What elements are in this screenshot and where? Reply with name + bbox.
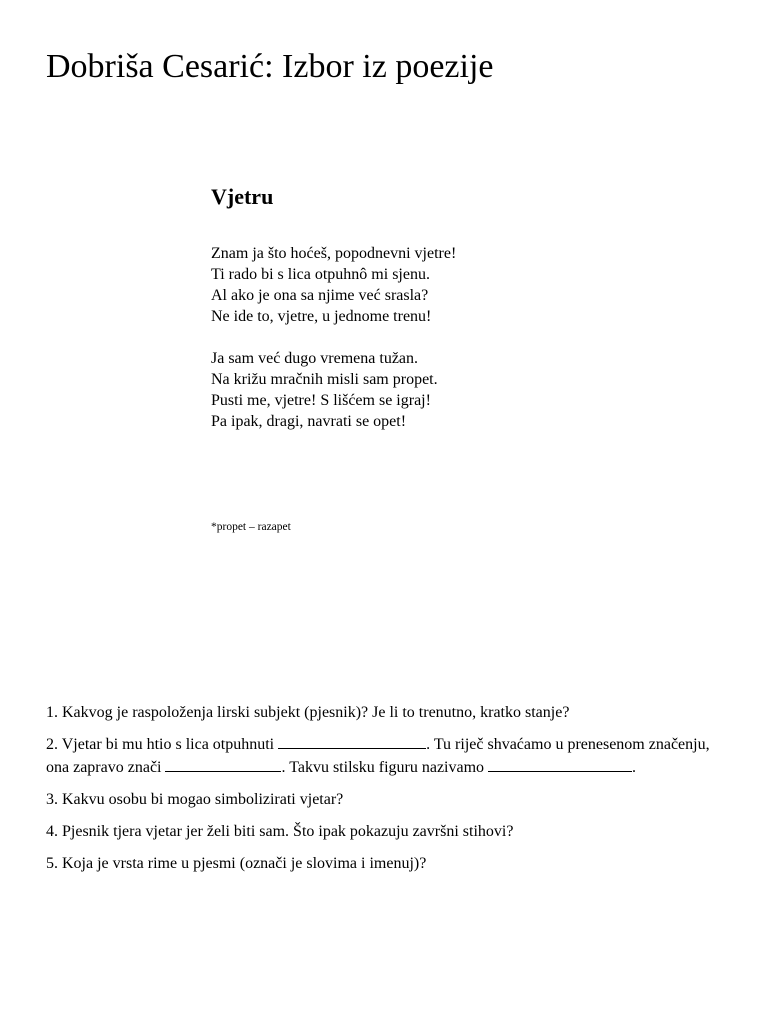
question-2-text: . xyxy=(632,759,637,776)
verse-line: Znam ja što hoćeš, popodnevni vjetre! xyxy=(211,245,457,262)
question-4: 4. Pjesnik tjera vjetar jer želi biti sam. Što ipak pokazuju završni stihovi? xyxy=(46,823,514,840)
document-title: Dobriša Cesarić: Izbor iz poezije xyxy=(46,48,494,85)
question-2-text: . Tu riječ shvaćamo u prenesenom značenju, ona zapravo znači xyxy=(46,736,710,776)
verse-line: Pusti me, vjetre! S lišćem se igraj! xyxy=(211,392,431,409)
question-1: 1. Kakvog je raspoloženja lirski subjekt (pjesnik)? Je li to trenutno, kratko stanje? xyxy=(46,704,570,721)
verse-line: Na križu mračnih misli sam propet. xyxy=(211,371,438,388)
footnote: *propet – razapet xyxy=(211,521,291,533)
verse-line: Al ako je ona sa njime već srasla? xyxy=(211,287,429,304)
answer-blank[interactable] xyxy=(278,733,426,749)
stanza-2 xyxy=(211,348,691,432)
verse-line: Ti rado bi s lica otpuhnô mi sjenu. xyxy=(211,266,430,283)
question-list xyxy=(46,701,722,884)
verse-line: Ja sam već dugo vremena tužan. xyxy=(211,350,419,367)
question-2-text: . Takvu stilsku figuru nazivamo xyxy=(281,759,489,776)
question-2 xyxy=(46,733,722,779)
poem xyxy=(211,180,691,432)
stanza-1 xyxy=(211,243,691,327)
question-3: 3. Kakvu osobu bi mogao simbolizirati vjetar? xyxy=(46,791,344,808)
answer-blank[interactable] xyxy=(488,756,632,772)
verse-line: Ne ide to, vjetre, u jednome trenu! xyxy=(211,308,432,325)
question-2-text: 2. Vjetar bi mu htio s lica otpuhnuti xyxy=(46,736,279,753)
poem-title: Vjetru xyxy=(211,184,274,209)
answer-blank[interactable] xyxy=(165,756,281,772)
verse-line: Pa ipak, dragi, navrati se opet! xyxy=(211,413,407,430)
question-5: 5. Koja je vrsta rime u pjesmi (označi je slovima i imenuj)? xyxy=(46,855,427,872)
